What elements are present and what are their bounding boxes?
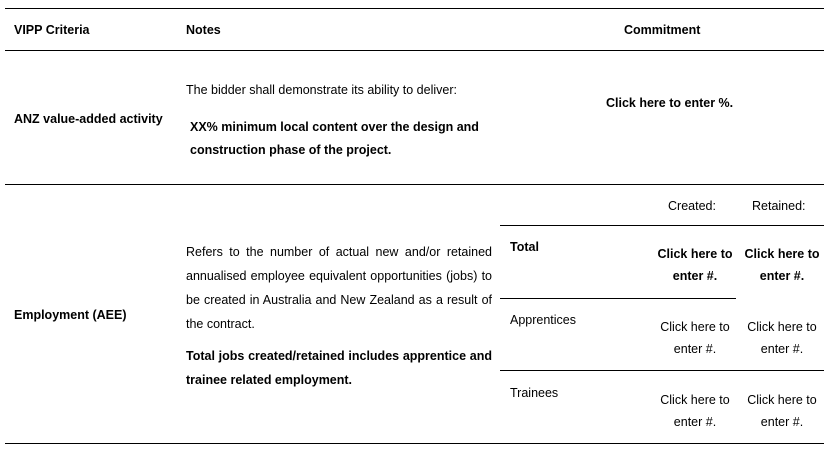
subtable-row-trainees-label: Trainees [510, 386, 559, 400]
anz-commitment-input[interactable]: Click here to enter %. [606, 96, 734, 110]
trainees-created-input[interactable]: Click here to enter #. [660, 393, 730, 429]
total-created-input[interactable]: Click here to enter #. [657, 247, 733, 283]
subtable-retained-header: Retained: [752, 199, 806, 213]
trainees-retained-input[interactable]: Click here to enter #. [747, 393, 817, 429]
header-notes: Notes [186, 23, 221, 37]
header-commitment: Commitment [624, 23, 701, 37]
subtable-total-rule [500, 298, 736, 299]
subtable-created-header: Created: [668, 199, 716, 213]
anz-criteria-label: ANZ value-added activity [14, 112, 163, 126]
table-bottom-rule [5, 443, 824, 444]
table-top-rule [5, 8, 824, 9]
subtable-header-rule [500, 225, 824, 226]
anz-notes-bold: XX% minimum local content over the design and construction phase of the project. [190, 120, 479, 157]
employment-notes-intro: Refers to the number of actual new and/or retained annualised employee equivalent opportunities (jobs) to be created in Australia and New Zealand as a result of the contract. [186, 245, 492, 331]
subtable-apprentices-rule [500, 370, 824, 371]
total-retained-input[interactable]: Click here to enter #. [744, 247, 820, 283]
apprentices-retained-input[interactable]: Click here to enter #. [747, 320, 817, 356]
subtable-row-apprentices-label: Apprentices [510, 313, 577, 327]
anz-row-bottom-rule [5, 184, 824, 185]
apprentices-created-input[interactable]: Click here to enter #. [660, 320, 730, 356]
employment-criteria-label: Employment (AEE) [14, 308, 127, 322]
header-bottom-rule [5, 50, 824, 51]
employment-notes-bold: Total jobs created/retained includes apprentice and trainee related employment. [186, 349, 492, 387]
anz-notes-intro: The bidder shall demonstrate its ability to deliver: [186, 83, 457, 97]
header-vipp-criteria: VIPP Criteria [14, 23, 90, 37]
subtable-row-total-label: Total [510, 240, 539, 254]
